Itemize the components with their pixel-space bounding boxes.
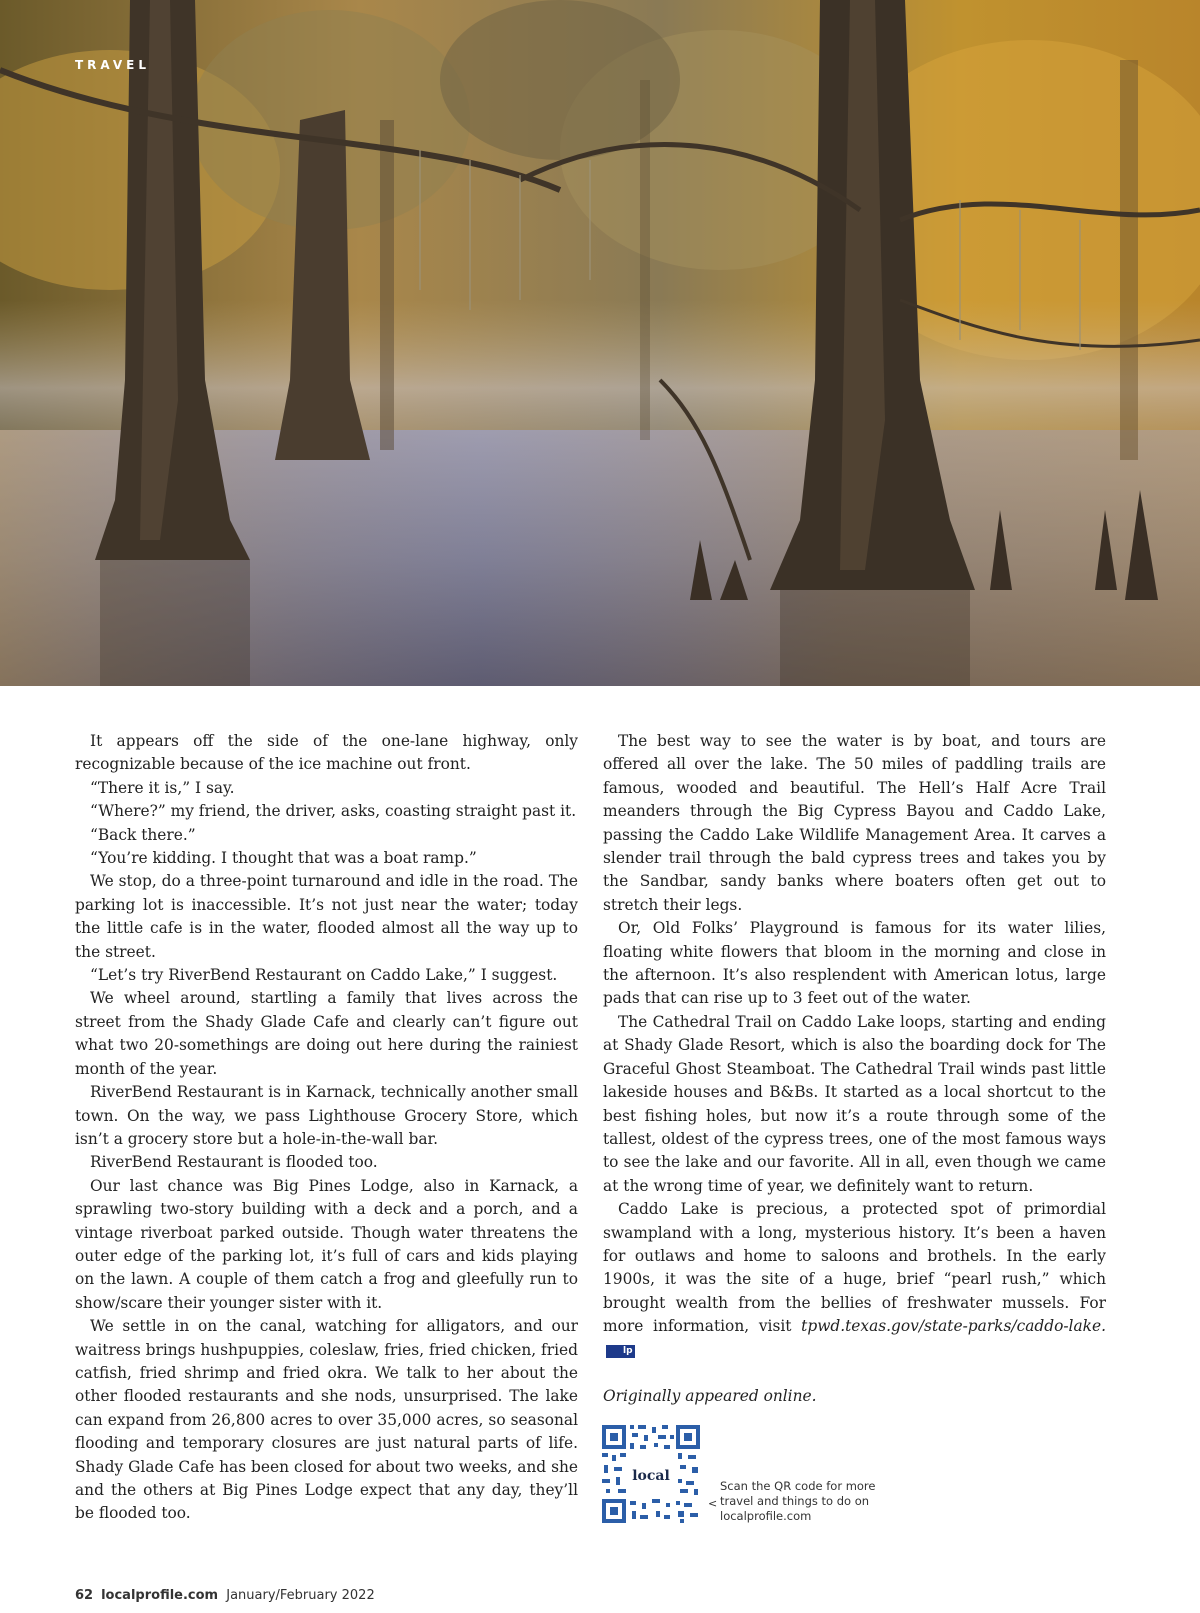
- credit-line: Originally appeared online.: [603, 1386, 817, 1405]
- issue-date: January/February 2022: [226, 1588, 375, 1603]
- closing-text: Caddo Lake is precious, a protected spot of primordial swampland with a long, mysterious history. It’s been a haven for outlaws and home to saloons and brothels. In the early 1900s, it was the site of a huge, brief “pearl rush,” which brought wealth from the bellies of freshwater mussels. For more information, visit: [603, 1200, 1106, 1336]
- page-footer: [75, 1588, 375, 1603]
- page-number: 62: [75, 1588, 94, 1603]
- paragraph: We wheel around, startling a family that lives across the street from the Shady Glade Cafe and clearly can’t figure out what two 20-somethings are doing out here during the rainiest month of the year.: [75, 989, 578, 1078]
- qr-caption: [720, 1479, 910, 1524]
- closing-paragraph: [603, 1198, 1106, 1362]
- qr-caption-line: travel and things to do on: [720, 1494, 870, 1508]
- paragraph: “Let’s try RiverBend Restaurant on Caddo Lake,” I suggest.: [90, 966, 558, 985]
- paragraph: RiverBend Restaurant is flooded too.: [90, 1153, 378, 1172]
- paragraph: The best way to see the water is by boat, and tours are offered all over the lake. The 50 miles of paddling trails are famous, wooded and beautiful. The Hell’s Half Acre Trail meanders through the Big Cypress Bayou and Caddo Lake, passing the Caddo Lake Wildlife Management Area. It carves a slender trail through the bald cypress trees and takes you by the Sandbar, sandy banks where boaters often get out to stretch their legs.: [603, 732, 1106, 914]
- qr-code[interactable]: [600, 1423, 702, 1525]
- arrow-left-icon: <: [708, 1497, 718, 1510]
- paragraph: The Cathedral Trail on Caddo Lake loops, starting and ending at Shady Glade Resort, which is also the boarding dock for The Graceful Ghost Steamboat. The Cathedral Trail winds past little lakeside houses and B&Bs. It started as a local shortcut to the best fishing holes, but now it’s a route through some of the tallest, oldest of the cypress trees, one of the most famous ways to see the lake and our favorite. All in all, even though we came at the wrong time of year, we definitely want to return.: [603, 1012, 1106, 1195]
- section-label: TRAVEL: [75, 58, 151, 72]
- paragraph: Our last chance was Big Pines Lodge, also in Karnack, a sprawling two-story building with a deck and a porch, and a vintage riverboat parked outside. Though water threatens the outer edge of the parking lot, it’s full of cars and kids playing on the lawn. A couple of them catch a frog and gleefully run to show/scare their younger sister with it.: [75, 1176, 578, 1312]
- paragraph: It appears off the side of the one-lane highway, only recognizable because of the ice machine out front.: [75, 732, 578, 774]
- park-link[interactable]: tpwd.texas.gov/state-parks/caddo-lake.: [801, 1317, 1106, 1336]
- paragraph: “There it is,” I say.: [90, 778, 235, 797]
- article-column-right: [603, 730, 1106, 1408]
- hero-photo: [0, 0, 1200, 686]
- qr-caption-line: Scan the QR code for more: [720, 1479, 876, 1493]
- paragraph: RiverBend Restaurant is in Karnack, technically another small town. On the way, we pass Lighthouse Grocery Store, which isn’t a grocery store but a hole-in-the-wall bar.: [75, 1083, 578, 1148]
- qr-logo-text: local: [632, 1468, 670, 1484]
- cypress-swamp-photo: [0, 0, 1200, 686]
- paragraph: We settle in on the canal, watching for alligators, and our waitress brings hushpuppies, coleslaw, fries, fried chicken, fried catfish, fried shrimp and fried okra. We talk to her about the other flooded restaurants and she nods, unsurprised. The lake can expand from 26,800 acres to over 35,000 acres, so seasonal flooding and temporary closures are just natural parts of life. Shady Glade Cafe has been closed for about two weeks, and she and the others at Big Pines Lodge expect that any day, they’ll be flooded too.: [75, 1317, 578, 1523]
- paragraph: “Where?” my friend, the driver, asks, coasting straight past it.: [90, 802, 577, 821]
- paragraph: “You’re kidding. I thought that was a boat ramp.”: [90, 849, 477, 868]
- qr-caption-link[interactable]: localprofile.com: [720, 1509, 812, 1523]
- paragraph: Or, Old Folks’ Playground is famous for its water lilies, floating white flowers that bloom in the morning and close in the afternoon. It’s also resplendent with American lotus, large pads that can rise up to 3 feet out of the water.: [603, 919, 1106, 1008]
- site-name[interactable]: localprofile.com: [101, 1588, 219, 1603]
- paragraph: “Back there.”: [90, 825, 196, 844]
- end-mark-icon: lp: [606, 1345, 635, 1358]
- article-column-left: [75, 730, 578, 1526]
- paragraph: We stop, do a three-point turnaround and idle in the road. The parking lot is inaccessible. It’s not just near the water; today the little cafe is in the water, flooded almost all the way up to the street.: [75, 872, 578, 961]
